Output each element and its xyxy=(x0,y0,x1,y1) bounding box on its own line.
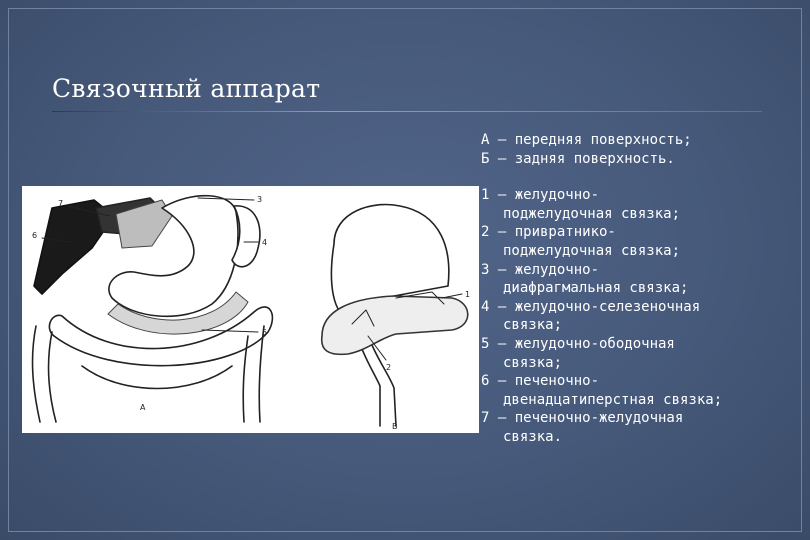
title-divider xyxy=(52,111,762,112)
legend-item-4: 4 — желудочно-селезеночная xyxy=(481,298,701,315)
callout-7: 7 xyxy=(58,199,64,208)
legend-item-7-cont: связка. xyxy=(503,428,563,445)
view-b-caption: Б — задняя поверхность. xyxy=(481,150,675,167)
callout-4: 4 xyxy=(262,238,268,247)
legend-item-6-cont: двенадцатиперстная связка; xyxy=(503,391,723,408)
callout-1: 1 xyxy=(465,290,471,299)
intestine-loop-a xyxy=(82,366,232,389)
legend-item-3-cont: диафрагмальная связка; xyxy=(503,280,689,297)
anatomy-figure xyxy=(22,186,479,433)
legend-item-1: 1 — желудочно- xyxy=(481,187,600,204)
view-a-caption: А — передняя поверхность; xyxy=(481,132,692,148)
ascending-colon-a xyxy=(33,326,40,422)
legend-item-5: 5 — желудочно-ободочная xyxy=(481,335,675,352)
figure-b-label: В xyxy=(392,422,398,431)
legend-item-7: 7 — печеночно-желудочная xyxy=(481,410,684,427)
slide-title: Связочный аппарат xyxy=(52,74,321,103)
legend-item-6: 6 — печеночно- xyxy=(481,373,600,390)
legend-item-3: 3 — желудочно- xyxy=(481,261,600,278)
legend-text xyxy=(481,131,781,447)
callout-2: 2 xyxy=(386,363,392,372)
anatomy-illustration xyxy=(22,186,479,433)
legend-item-2-cont: поджелудочная связка; xyxy=(503,242,681,259)
callout-6: 6 xyxy=(32,231,38,240)
ascending-colon-inner-a xyxy=(49,332,56,422)
legend-spacer xyxy=(481,168,781,186)
legend-item-2: 2 — привратнико- xyxy=(481,224,616,241)
figure-a-label: А xyxy=(140,403,146,412)
callout-3: 3 xyxy=(257,195,263,204)
callout-5: 5 xyxy=(262,328,268,337)
legend-item-4-cont: связка; xyxy=(503,317,563,334)
legend-item-1-cont: поджелудочная связка; xyxy=(503,205,681,222)
legend-item-5-cont: связка; xyxy=(503,354,563,371)
